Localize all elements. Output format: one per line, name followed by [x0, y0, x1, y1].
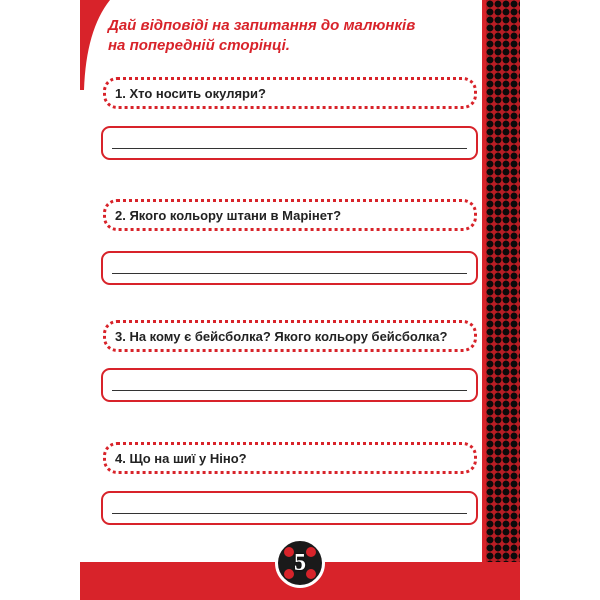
answer-2-field[interactable]	[101, 251, 478, 285]
instruction-line-2: на попередній сторінці.	[108, 37, 290, 54]
question-1-box: 1. Хто носить окуляри?	[103, 77, 477, 109]
answer-4-field[interactable]	[101, 491, 478, 525]
answer-1-field[interactable]	[101, 126, 478, 160]
page-number-badge	[275, 538, 325, 588]
corner-curve-decoration	[80, 0, 110, 90]
answer-line	[112, 273, 467, 274]
instruction-text	[108, 16, 488, 56]
answer-3-field[interactable]	[101, 368, 478, 402]
ladybug-pattern-strip	[486, 0, 520, 565]
page-number: 5	[294, 550, 306, 576]
answer-line	[112, 513, 467, 514]
question-3-box: 3. На кому є бейсболка? Якого кольору бейсболка?	[103, 320, 477, 352]
question-2-box: 2. Якого кольору штани в Марінет?	[103, 199, 477, 231]
answer-line	[112, 390, 467, 391]
instruction-line-1: Дай відповіді на запитання до малюнків	[108, 17, 416, 34]
answer-line	[112, 148, 467, 149]
question-4-box: 4. Що на шиї у Ніно?	[103, 442, 477, 474]
